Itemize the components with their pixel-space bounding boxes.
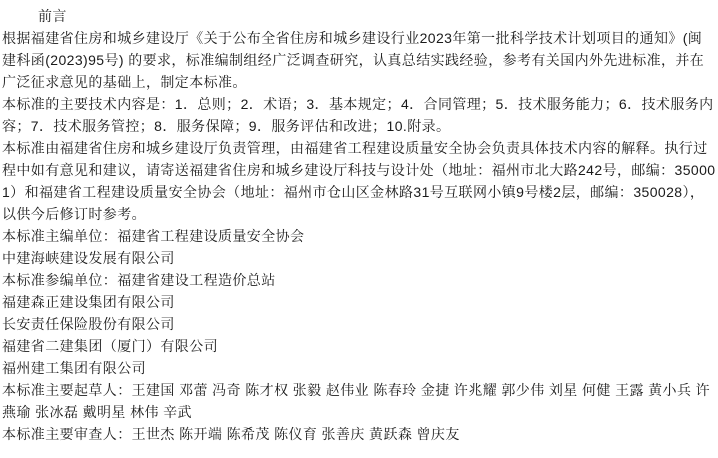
line-participating-units: 本标准参编单位：福建省建设工程造价总站 [2,272,276,288]
line-unit-fujian-senzheng: 福建森正建设集团有限公司 [2,294,175,310]
document-title: 前言 [38,8,67,24]
line-unit-fuzhou-jiangong: 福州建工集团有限公司 [2,360,146,376]
line-unit-zhongjian-haixia: 中建海峡建设发展有限公司 [2,250,175,266]
line-chief-editing-unit: 本标准主编单位：福建省工程建设质量安全协会 [2,228,305,244]
line-main-drafters: 本标准主要起草人：王建国 邓蕾 冯奇 陈才权 张毅 赵伟业 陈春玲 金捷 许兆耀 郭少伟 刘星 何健 王露 黄小兵 许燕瑜 张冰磊 戴明星 林伟 辛武 [2,382,711,420]
paragraph-management-and-feedback: 本标准由福建省住房和城乡建设厅负责管理，由福建省工程建设质量安全协会负责具体技术内容的解释。执行过程中如有意见和建议，请寄送福建省住房和城乡建设厅科技与设计处（地址：福州市北大路242号，邮编：350001）和福建省工程建设质量安全协会（地址：福州市仓山区金林路31号互联网小镇9号楼2层，邮编：350028），以供今后修订时参考。 [2,140,716,222]
line-unit-fujian-erjian: 福建省二建集团（厦门）有限公司 [2,338,218,354]
line-unit-changan-insurance: 长安责任保险股份有限公司 [2,316,175,332]
line-main-reviewers: 本标准主要审查人：王世杰 陈开端 陈希茂 陈仪育 张善庆 黄跃森 曾庆友 [2,426,460,442]
paragraph-standard-basis: 根据福建省住房和城乡建设厅《关于公布全省住房和城乡建设行业2023年第一批科学技术计划项目的通知》(闽建科函(2023)95号) 的要求，标准编制组经广泛调查研究，认真总结实践经验，参考有关国内外先进标准，并在广泛征求意见的基础上，制定本标准。 [2,30,705,90]
paragraph-main-technical-contents: 本标准的主要技术内容是：1．总则；2．术语；3．基本规定；4．合同管理；5．技术服务能力；6．技术服务内容；7．技术服务管控；8．服务保障；9．服务评估和改进；10.附录。 [2,96,714,134]
